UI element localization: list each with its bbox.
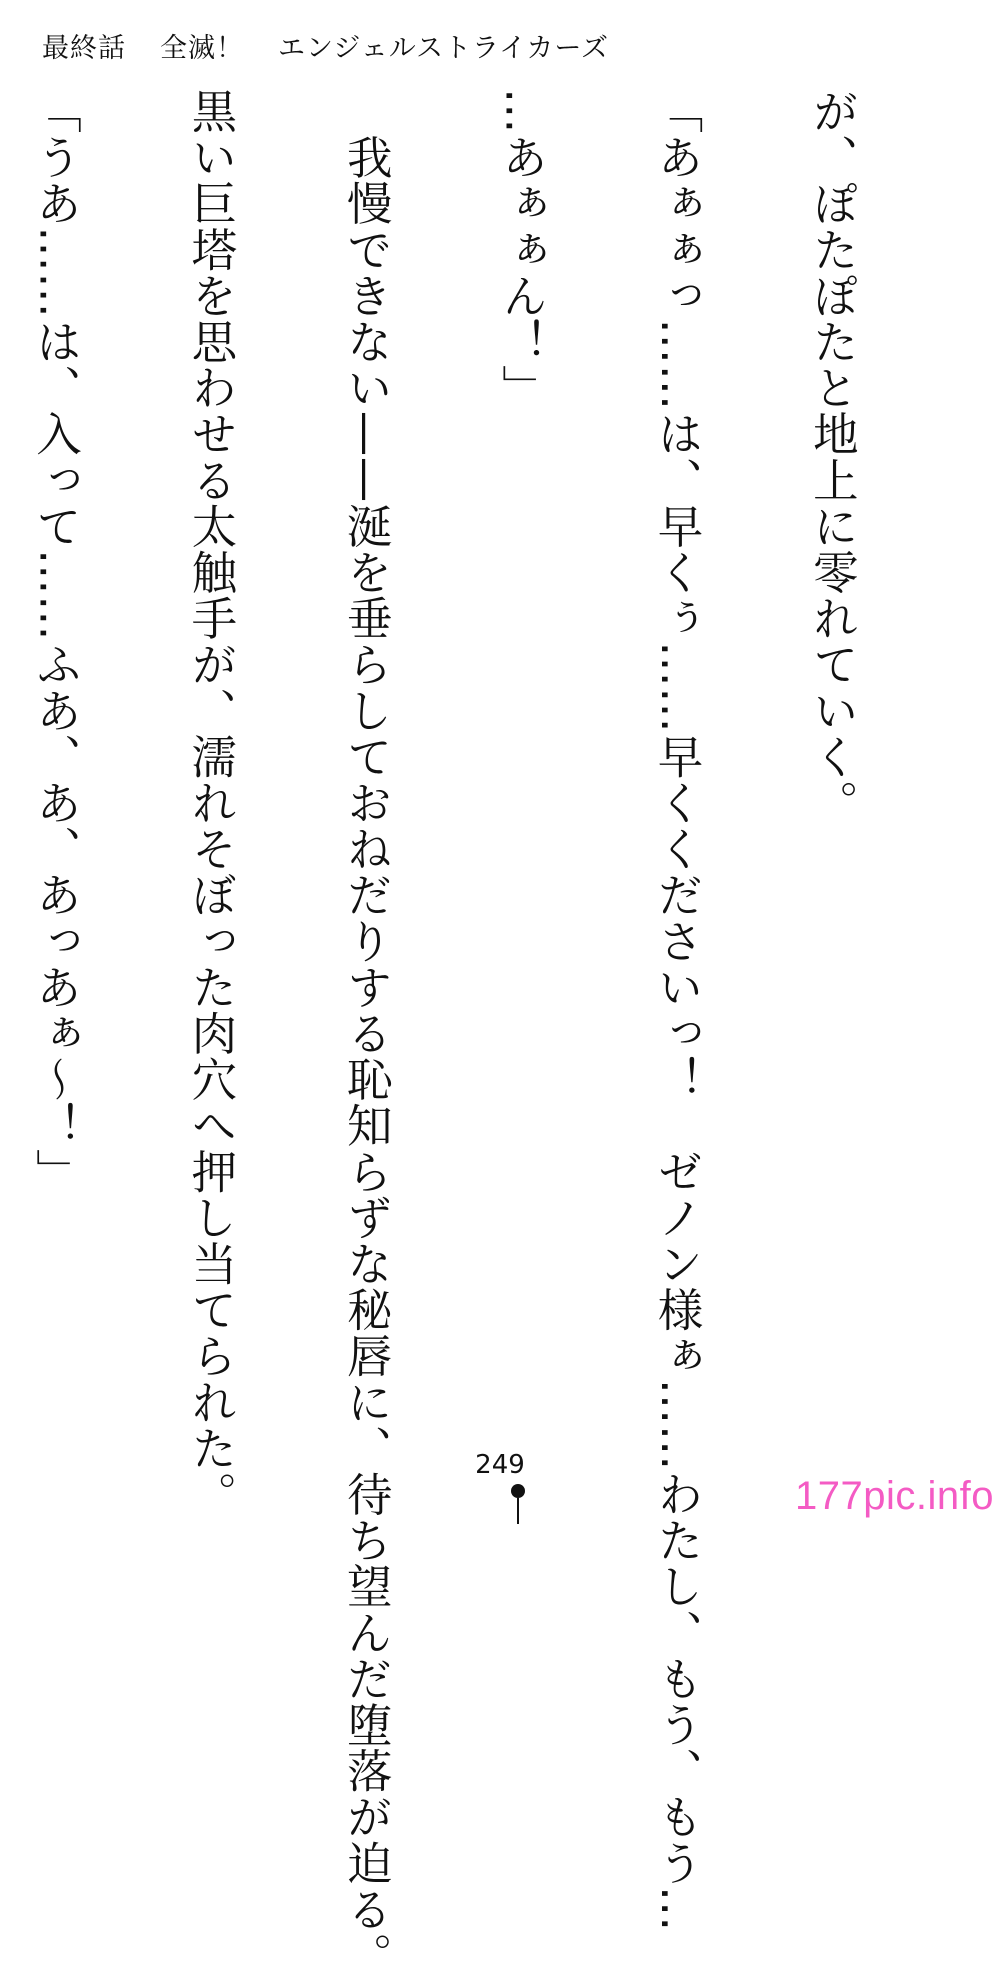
running-header: [42, 26, 609, 65]
book-title: エンジェルストライカーズ: [278, 33, 610, 64]
watermark: 177pic.info: [795, 1474, 994, 1518]
chapter-subtitle: 全滅！: [160, 33, 244, 64]
text-line: 「うあ……は、入って……ふあ、あ、あっあぁ～！」: [29, 88, 83, 1195]
text-line: 我慢できない——涎を垂らしておねだりする恥知らずな秘唇に、待ち望んだ堕落が迫る。: [340, 88, 394, 1978]
chapter-label: 最終話: [42, 33, 126, 64]
page-number: 249: [475, 1450, 525, 1480]
page-marker-stem: [517, 1498, 519, 1524]
text-line: 黒い巨塔を思わせる太触手が、濡れそぼった肉穴へ押し当てられた。: [184, 88, 238, 1518]
text-line: が、ぽたぽたと地上に零れていく。: [806, 88, 860, 826]
text-line: 「あぁぁっ……は、早くぅ……早くくださいっ！ ゼノン様ぁ……わたし、もう、もう…: [651, 88, 705, 1932]
page-marker-icon: [511, 1484, 525, 1524]
page-marker-dot: [511, 1484, 525, 1498]
text-line: …あぁぁん！」: [495, 88, 549, 411]
